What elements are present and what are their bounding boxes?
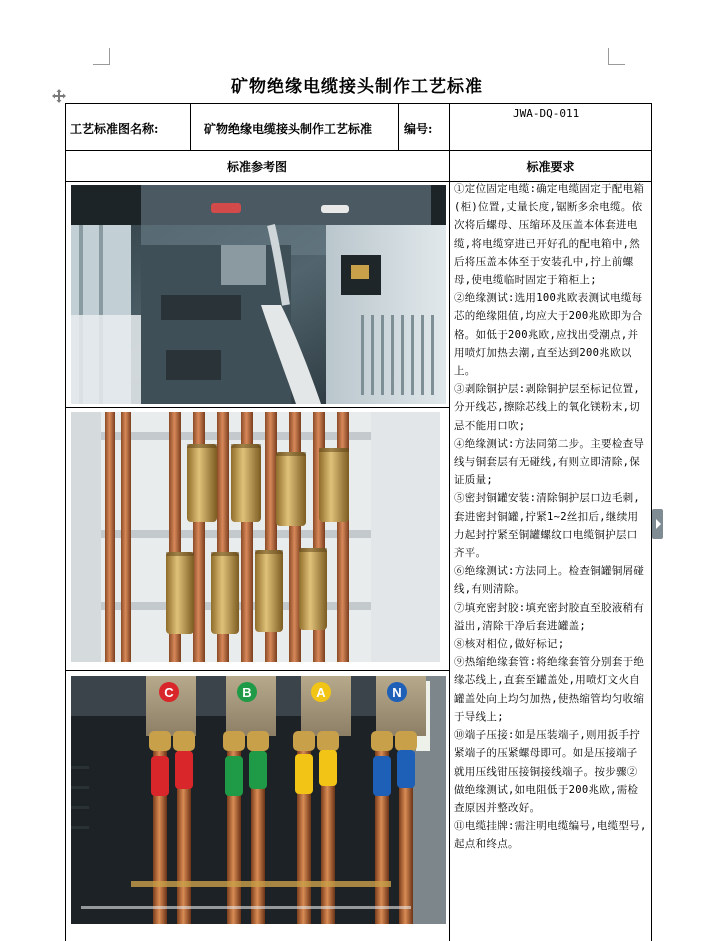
reference-photo-copper-seals xyxy=(71,412,440,662)
requirement-item: ⑪电缆挂牌:需注明电缆编号,电缆型号,起点和终点。 xyxy=(454,820,647,851)
requirement-item: ②绝缘测试:选用100兆欧表测试电缆每芯的绝缘阻值,均应大于200兆欧即为合格。如低于200兆欧,应找出受潮点,并用喷灯加热去潮,直至达到200兆欧以上。 xyxy=(454,292,643,378)
requirement-item: ①定位固定电缆:确定电缆固定于配电箱(柜)位置,丈量长度,锯断多余电缆。依次将后螺母、压缩环及压盖本体套进电缆,将电缆穿进已开好孔的配电箱中,然后将压盖本体至于安装孔中,拧上前螺母,使电缆临时固定于箱柜上; xyxy=(454,183,645,287)
name-value: 矿物绝缘电缆接头制作工艺标准 xyxy=(204,122,373,136)
phase-label-a: A xyxy=(316,685,326,700)
phase-label-n: N xyxy=(392,685,402,700)
page-corner-mark-top-right xyxy=(608,48,625,65)
code-value: JWA-DQ-011 xyxy=(513,107,580,120)
requirements-text xyxy=(454,180,648,854)
table-col-divider xyxy=(398,103,399,150)
phase-label-b: B xyxy=(242,685,252,700)
requirement-item: ⑤密封铜罐安装:清除铜护层口边毛刺,套进密封铜罐,拧紧1~2丝扣后,继续用力起封拧紧至铜罐螺纹口电缆铜护层口齐平。 xyxy=(454,492,641,560)
requirements-column-header: 标准要求 xyxy=(526,160,575,174)
name-label: 工艺标准图名称: xyxy=(70,122,159,136)
photo-row-divider xyxy=(65,670,449,671)
code-label: 编号: xyxy=(404,122,433,136)
document-title: 矿物绝缘电缆接头制作工艺标准 xyxy=(231,77,483,97)
requirement-item: ⑧核对相位,做好标记; xyxy=(454,638,565,651)
page-corner-mark-top-left xyxy=(93,48,110,65)
requirement-item: ⑩端子压接:如是压装端子,则用扳手拧紧端子的压紧螺母即可。如是压接端子就用压线钳压接铜接线端子。按步骤②做绝缘测试,如电阻低于200兆欧,需检查原因并整改好。 xyxy=(454,729,641,814)
reference-column-header: 标准参考图 xyxy=(226,160,287,174)
reference-photo-cabinet xyxy=(71,185,446,404)
requirement-item: ⑨热缩绝缘套管:将绝缘套管分别套于绝缘芯线上,直套至罐盖处,用喷灯文火自罐盖处向上均匀加热,使热缩管均匀收缩于导线上; xyxy=(454,656,645,723)
requirement-item: ③剥除铜护层:剥除铜护层至标记位置,分开线芯,擦除芯线上的氧化镁粉末,切忌不能用口吹; xyxy=(454,383,641,432)
requirement-item: ⑦填充密封胶:填充密封胶直至胶液稍有溢出,清除干净后套进罐盖; xyxy=(454,601,645,632)
photo-row-divider xyxy=(65,407,449,408)
table-row-divider xyxy=(65,150,652,151)
requirement-item: ⑥绝缘测试:方法同上。检查铜罐铜屑碰线,有则清除。 xyxy=(454,565,645,596)
table-col-divider xyxy=(190,103,191,150)
side-panel-toggle-icon[interactable] xyxy=(652,509,663,539)
requirement-item: ④绝缘测试:方法同第二步。主要检查导线与铜套层有无碰线,有则立即清除,保证质量; xyxy=(454,437,645,487)
reference-photo-phase-terminals xyxy=(71,676,446,924)
table-col-divider xyxy=(449,103,450,941)
phase-label-c: C xyxy=(164,685,174,700)
